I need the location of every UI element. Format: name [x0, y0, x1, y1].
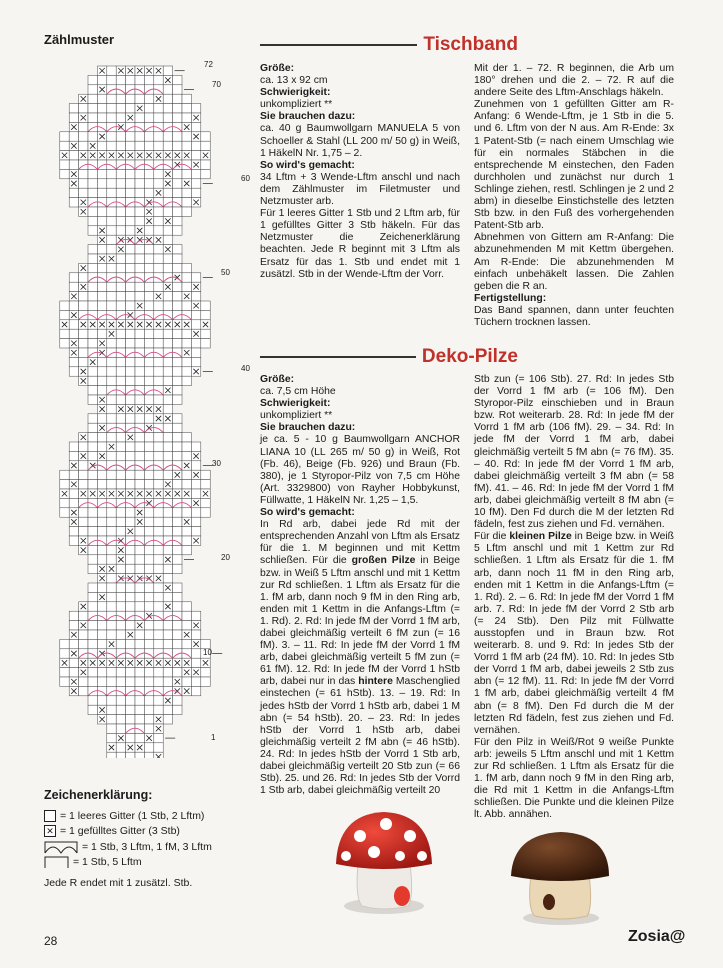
instruction-text: Für 1 leeres Gitter 1 Stb und 2 Lftm arb, für 1 gefülltes Gitter 3 Stb häkeln. Für das Netzmuster die Zeichenerklärung beachten. Jede R beginnt mit 3 Lftm als Ersatz für das 1. Stb und endet mit 1 zusätzl. Stb in der Wende-Lftm der Vorr. [260, 208, 460, 280]
text-run: hintere [358, 676, 393, 688]
materials-text: ca. 40 g Baumwollgarn MANUELA 5 von Schoeller & Stahl (LL 200 m/ 50 g) in Weiß, 1 HäkelN Nr. 1,75 – 2. [260, 123, 460, 159]
red-mushroom-photo [328, 800, 438, 918]
chart-grid [60, 66, 222, 758]
row-number: 30 [212, 459, 221, 468]
label: Größe: [260, 63, 295, 74]
label: Schwierigkeit: [260, 398, 331, 410]
instruction-text: Für den Pilz in Weiß/Rot 9 weiße Punkte arb: jeweils 5 Lftm anschl und mit 1 Kettm zur Rd schließen. 1 Lftm als Ersatz für die 1. fM arb, dann noch 9 fM in den Ring arb, die Rd mit 1 Kettm in die Anfangs-Lftm schließen. Die Punkte und die kleinen Pilze lt. Abb. annähen. [474, 736, 674, 821]
row-number: 1 [211, 733, 216, 742]
text-run: in Beige bzw. in Weiß 5 Lftm anschl und mit 1 Kettm zur Rd schließen. 1 Lftm als Ersatz für die 1. fM arb, dann noch 11 fM in den Ring arb, enden mit 1 Kettm in die Anfangs-Lftm (= 1. Rd). 2. – 6. Rd: In jede fM der Vorrd 1 fM arb. 7. Rd: In jede fM der Vorrd 2 Stb arb (= 24 Stb). Den Pilz mit Füllwatte ausstopfen und in Braun bzw. Rot weiterarb. 8. und 9. Rd: In jedes Stb der Vorrd 1 fM arb (24 fM). 10. Rd: In jedes Stb der Vorrd 1 fM arb, dabei jeweils 2 Stb zus abn (= 12 fM). 11. Rd: In jede fM der Vorrd 1 fM arb, dabei gleichmäßig verteilt 4 fM abn (= 8 fM). Den Fd durch die M der letzten Rd fädeln, fest zus ziehen und Fd. vernähen. [474, 531, 675, 736]
legend-text: = 1 gefülltes Gitter (3 Stb) [60, 825, 180, 837]
tischband-right-column [474, 63, 674, 329]
size-value: ca. 7,5 cm Höhe [260, 386, 336, 398]
watermark: Zosia@ [628, 928, 686, 945]
chart-title: Zählmuster [44, 32, 115, 47]
label: Sie brauchen dazu: [260, 422, 356, 434]
difficulty-value: unkompliziert ** [260, 99, 333, 111]
label: Schwierigkeit: [260, 87, 331, 99]
instruction-text [260, 519, 460, 797]
legend-note: Jede R endet mit 1 zusätzl. Stb. [44, 877, 193, 889]
section-heading-deko-pilze [260, 346, 518, 368]
legend-title: Zeichenerklärung: [44, 788, 153, 802]
legend-item [44, 810, 204, 822]
deko-right-column [474, 374, 674, 821]
bracket-icon [44, 856, 69, 868]
filet-chart [40, 58, 265, 758]
page-number: 28 [44, 934, 58, 948]
text-run: Maschenglied einstechen (= 61 hStb). 13. – 19. Rd: In jedes hStb der Vorrd 1 hStb arb, dabei 1 M abn (= 54 hStb). 20. – 23. Rd: In jedes hStb der Vorrd 1 hStb arb, dabei gleichmäßig verteilt 2 fM abn (= 46 hStb). 24. Rd: In jedes hStb der Vorrd 1 Stb arb, dabei gleichmäßig verteilt 20 Stb zun (= 66 Stb). 25. und 26. Rd: In jedes Stb der Vorrd 1 Stb arb, dabei gleichmäßig verteilt 20 [260, 676, 460, 797]
section-title: Deko-Pilze [421, 346, 518, 367]
row-number: 10 [203, 648, 212, 657]
empty-square-icon [44, 810, 56, 822]
instruction-text [474, 531, 674, 737]
x-square-icon: ✕ [44, 825, 56, 837]
section-title: Tischband [423, 34, 518, 55]
row-number: 72 [204, 60, 213, 69]
instruction-text: Abnehmen von Gittern am R-Anfang: Die abzunehmenden M mit Kettm übergehen. Am R-Ende: Die abzunehmenden M einfach unbehäkelt lassen. Die Zahlen geben die R an. [474, 232, 674, 292]
legend-text: = 1 Stb, 5 Lftm [73, 856, 142, 868]
row-number: 60 [241, 174, 250, 183]
legend-text: = 1 Stb, 3 Lftm, 1 fM, 3 Lftm [82, 841, 212, 853]
instruction-text: Mit der 1. – 72. R beginnen, die Arb um 180° drehen und die 2. – 72. R auf die andere Seite des Lftm-Anschlags häkeln. [474, 63, 674, 99]
row-number: 20 [221, 553, 230, 562]
text-run: Für die [474, 531, 510, 543]
size-value: ca. 13 x 92 cm [260, 75, 328, 87]
label: So wird's gemacht: [260, 159, 355, 171]
row-number: 50 [221, 268, 230, 277]
label: Sie brauchen dazu: [260, 111, 356, 123]
text-run: kleinen Pilze [509, 531, 572, 543]
row-number: 40 [241, 364, 250, 373]
legend-text: = 1 leeres Gitter (1 Stb, 2 Lftm) [60, 810, 205, 822]
brown-mushroom-photo [505, 828, 613, 926]
legend-item [44, 840, 212, 854]
heading-rule [260, 44, 417, 46]
tischband-left-column [260, 63, 460, 281]
materials-text: je ca. 5 - 10 g Baumwollgarn ANCHOR LIANA 10 (LL 265 m/ 50 g) in Weiß, Rot (Fb. 46), Beige (Fb. 926) und Braun (Fb. 380), je 1 Styropor-Pilz von 7,5 cm Höhe (Art. 3329800) von Rayher Hobbykunst, Füllwatte, 1 HäkelN Nr. 1,25 – 1,5. [260, 434, 460, 506]
label: Größe: [260, 374, 295, 385]
difficulty-value: unkompliziert ** [260, 410, 333, 422]
legend-item [44, 856, 142, 868]
text-run: In Rd arb, dabei jede Rd mit der entsprechenden Anzahl von Lftm als Ersatz für die 1. M beginnen und mit Kettm schließen. Für die [260, 519, 460, 567]
legend-item [44, 825, 180, 837]
label: So wird's gemacht: [260, 507, 355, 519]
arch-icon [44, 840, 78, 854]
instruction-text: 34 Lftm + 3 Wende-Lftm anschl und nach dem Zählmuster im Filetmuster und Netzmuster arb. [260, 171, 460, 208]
label: Fertigstellung: [474, 292, 547, 304]
instruction-text: Zunehmen von 1 gefüllten Gitter am R-Anfang: 6 Wende-Lftm, je 1 Stb in die 5. und 6. Lftm von der N aus. Am R-Ende: 3x 1 Patent-Stb (= nach einem Umschlag wie für ein normales Stäbchen in die entsprechende M einstechen, den Faden durchholen und zunächst nur durch 1 Schlinge ziehen, restl. Schlingen je 2 und 2 abm) in dieselbe Einstichstelle des letzten Stb bzw. in den Fuß des vorhergehenden Patent-Stb arb. [474, 99, 674, 232]
instruction-text: Stb zun (= 106 Stb). 27. Rd: In jedes Stb der Vorrd 1 fM arb (= 106 fM). Den Styropor-Pilz einschieben und in Braun bzw. Rot weiterarb. 28. Rd: In jede fM der Vorrd 1 fM arb (106 fM). 29. – 34. Rd: In jede fM der Vorrd 1 fM arb, dabei gleichmäßig verteilt 5 fM abn (= 76 fM). 35. – 40. Rd: In jede fM der Vorrd 1 fM arb, dabei gleichmäßig verteilt 3 fM abn (= 58 fM). 41. – 46. Rd: In jede fM der Vorrd 1 fM arb, dabei gleichmäßig verteilt 8 fM abn (= 10 fM). Den Fd durch die M der letzten Rd fädeln, fest zus ziehen und Fd. vernähen. [474, 374, 674, 531]
section-heading-tischband [260, 34, 518, 56]
text-run: in Beige bzw. in Weiß 5 Lftm anschl und mit 1 Kettm zur Rd schließen. 1 Lftm als Ersatz für die 1. fM arb, dann noch 9 fM in den Ring arb, enden mit 1 Kettm in die Anfangs-Lftm (= 1. Rd). 2. Rd: In jede fM der Vorrd 1 fM arb, dabei gleichmäßig verteilt 6 fM zun (= 16 fM). 3. – 11. Rd: In jede fM der Vorrd 1 fM arb, dabei gleichmäßig verteilt 5 fM zun (= 61 fM). 12. Rd: In jede fM der Vorrd 1 hStb arb, dabei nur in das [260, 555, 460, 688]
deko-left-column [260, 374, 460, 797]
row-number: 70 [212, 80, 221, 89]
heading-rule [260, 356, 416, 358]
finishing-text: Das Band spannen, dann unter feuchten Tüchern trocknen lassen. [474, 304, 674, 328]
text-run: großen Pilze [351, 555, 416, 567]
